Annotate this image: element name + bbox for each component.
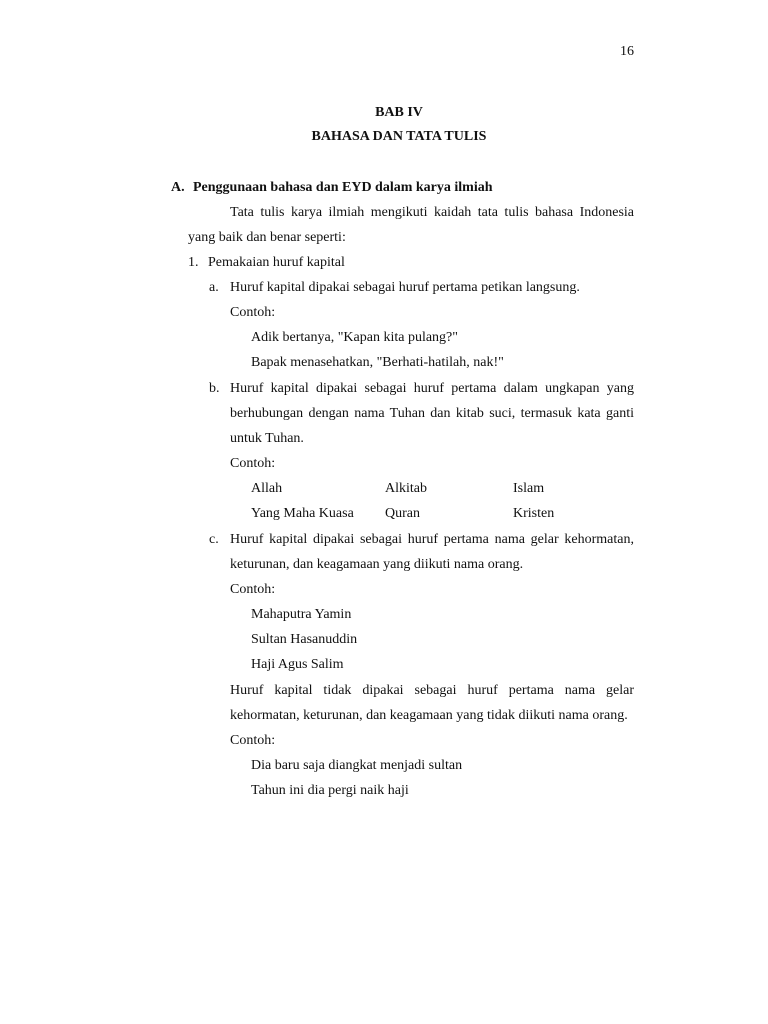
intro-line-2: yang baik dan benar seperti: [188,230,346,245]
item-1-marker: 1. [188,255,199,270]
rule-b-example-label: Contoh: [230,456,276,471]
chapter-number: BAB IV [375,105,423,120]
rule-c-example-label: Contoh: [230,582,276,597]
example-table-cell: Alkitab [385,481,427,496]
example-table-cell: Yang Maha Kuasa [251,506,354,521]
rule-b-line-3: untuk Tuhan. [230,431,304,446]
rule-c-line-1: Huruf kapital dipakai sebagai huruf pertama nama gelar kehormatan, [230,532,634,547]
section-a-heading: Penggunaan bahasa dan EYD dalam karya ilmiah [193,180,493,195]
rule-a-example-label: Contoh: [230,305,276,320]
rule-c-neg-example-label: Contoh: [230,733,276,748]
rule-c-line-2: keturunan, dan keagamaan yang diikuti nama orang. [230,557,524,572]
rule-a-marker: a. [209,280,219,295]
rule-b-line-2: berhubungan dengan nama Tuhan dan kitab suci, termasuk kata ganti [230,406,634,421]
rule-b-line-1: Huruf kapital dipakai sebagai huruf pertama dalam ungkapan yang [230,381,634,396]
rule-c-example-2: Sultan Hasanuddin [251,632,358,647]
chapter-title: BAHASA DAN TATA TULIS [311,129,487,144]
example-table-cell: Allah [251,481,283,496]
rule-c-neg-example-1: Dia baru saja diangkat menjadi sultan [251,758,463,773]
rule-c-neg-line-1: Huruf kapital tidak dipakai sebagai huruf pertama nama gelar [230,683,634,698]
item-1-title: Pemakaian huruf kapital [208,255,345,270]
rule-c-neg-example-2: Tahun ini dia pergi naik haji [251,783,409,798]
rule-a-example-2: Bapak menasehatkan, "Berhati-hatilah, nak!" [251,355,504,370]
rule-b-marker: b. [209,381,220,396]
rule-a-example-1: Adik bertanya, "Kapan kita pulang?" [251,330,458,345]
section-a-marker: A. [171,180,185,195]
example-table-cell: Quran [385,506,420,521]
rule-c-neg-line-2: kehormatan, keturunan, dan keagamaan yang tidak diikuti nama orang. [230,708,628,723]
rule-c-example-3: Haji Agus Salim [251,657,344,672]
rule-c-marker: c. [209,532,219,547]
example-table-cell: Kristen [513,506,555,521]
rule-a-text: Huruf kapital dipakai sebagai huruf pertama petikan langsung. [230,280,580,295]
rule-c-example-1: Mahaputra Yamin [251,607,352,622]
intro-line-1: Tata tulis karya ilmiah mengikuti kaidah tata tulis bahasa Indonesia [230,205,634,220]
page-number: 16 [620,44,634,59]
example-table-cell: Islam [513,481,545,496]
